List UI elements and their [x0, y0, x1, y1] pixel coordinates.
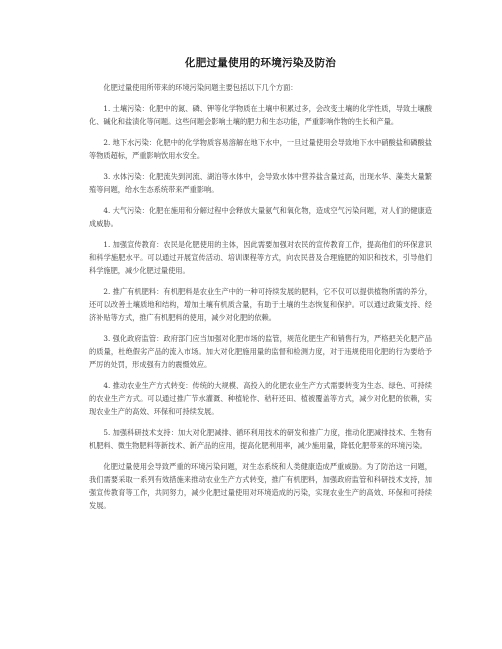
paragraph-conclusion: 化肥过量使用会导致严重的环境污染问题，对生态系统和人类健康造成严重威胁。为了防治这一问题，我们需要采取一系列有效措施来推动农业生产方式转变，推广有机肥料，加强政府监管和科研技术支持，加强宣传教育等工作，共同努力，减少化肥过量使用对环境造成的污染，实现农业生产的高效、环保和可持续发展。 — [89, 462, 432, 510]
paragraph-intro: 化肥过量使用所带来的环境污染问题主要包括以下几个方面： — [103, 83, 298, 92]
document-title: 化肥过量使用的环境污染及防治 — [184, 57, 337, 69]
paragraph-soil-pollution: 1. 土壤污染：化肥中的氮、磷、钾等化学物质在土壤中积累过多，会改变土壤的化学性质，导致土壤酸化、碱化和盐渍化等问题。这些问题会影响土壤的肥力和生态功能，严重影响作物的生长和产量。 — [89, 104, 432, 126]
paragraph-groundwater-pollution: 2. 地下水污染：化肥中的化学物质容易溶解在地下水中，一旦过量使用会导致地下水中硝酸盐和磷酸盐等物质超标，严重影响饮用水安全。 — [89, 138, 432, 160]
paragraph-production-shift: 4. 推动农业生产方式转变：传统的大规模、高投入的化肥农业生产方式需要转变为生态、绿色、可持续的农业生产方式。可以通过推广节水灌溉、种植轮作、秸秆还田、植被覆盖等方式，减少对化肥的依赖，实现农业生产的高效、环保和可持续发展。 — [89, 381, 432, 416]
paragraph-education: 1. 加强宣传教育：农民是化肥使用的主体，因此需要加强对农民的宣传教育工作，提高他们的环保意识和科学施肥水平。可以通过开展宣传活动、培训课程等方式，向农民普及合理施肥的知识和技术，引导他们科学施肥，减少化肥过量使用。 — [89, 240, 432, 275]
document-body — [89, 81, 432, 512]
paragraph-research-support: 5. 加强科研技术支持：加大对化肥减排、循环利用技术的研发和推广力度，推动化肥减排技术、生物有机肥料、微生物肥料等新技术、新产品的应用，提高化肥利用率，减少施用量，降低化肥带来的环境污染。 — [89, 428, 432, 450]
paragraph-organic-fertilizer: 2. 推广有机肥料：有机肥料是农业生产中的一种可持续发展的肥料，它不仅可以提供植物所需的养分，还可以改善土壤质地和结构，增加土壤有机质含量，有助于土壤的生态恢复和保护。可以通过政策支持、经济补贴等方式，推广有机肥料的使用，减少对化肥的依赖。 — [89, 287, 432, 322]
paragraph-air-pollution: 4. 大气污染：化肥在施用和分解过程中会释放大量氨气和氧化物，造成空气污染问题，对人们的健康造成威胁。 — [89, 206, 432, 228]
paragraph-water-pollution: 3. 水体污染：化肥流失到河流、湖泊等水体中，会导致水体中营养盐含量过高，出现水华、藻类大量繁殖等问题，给水生态系统带来严重影响。 — [89, 172, 432, 194]
paragraph-government-regulation: 3. 强化政府监管：政府部门应当加强对化肥市场的监管，规范化肥生产和销售行为，严格把关化肥产品的质量，杜绝假劣产品的流入市场。加大对化肥施用量的监督和检测力度，对于违规使用化肥的行为要给予严厉的处罚，形成强有力的震慑效应。 — [89, 334, 432, 369]
